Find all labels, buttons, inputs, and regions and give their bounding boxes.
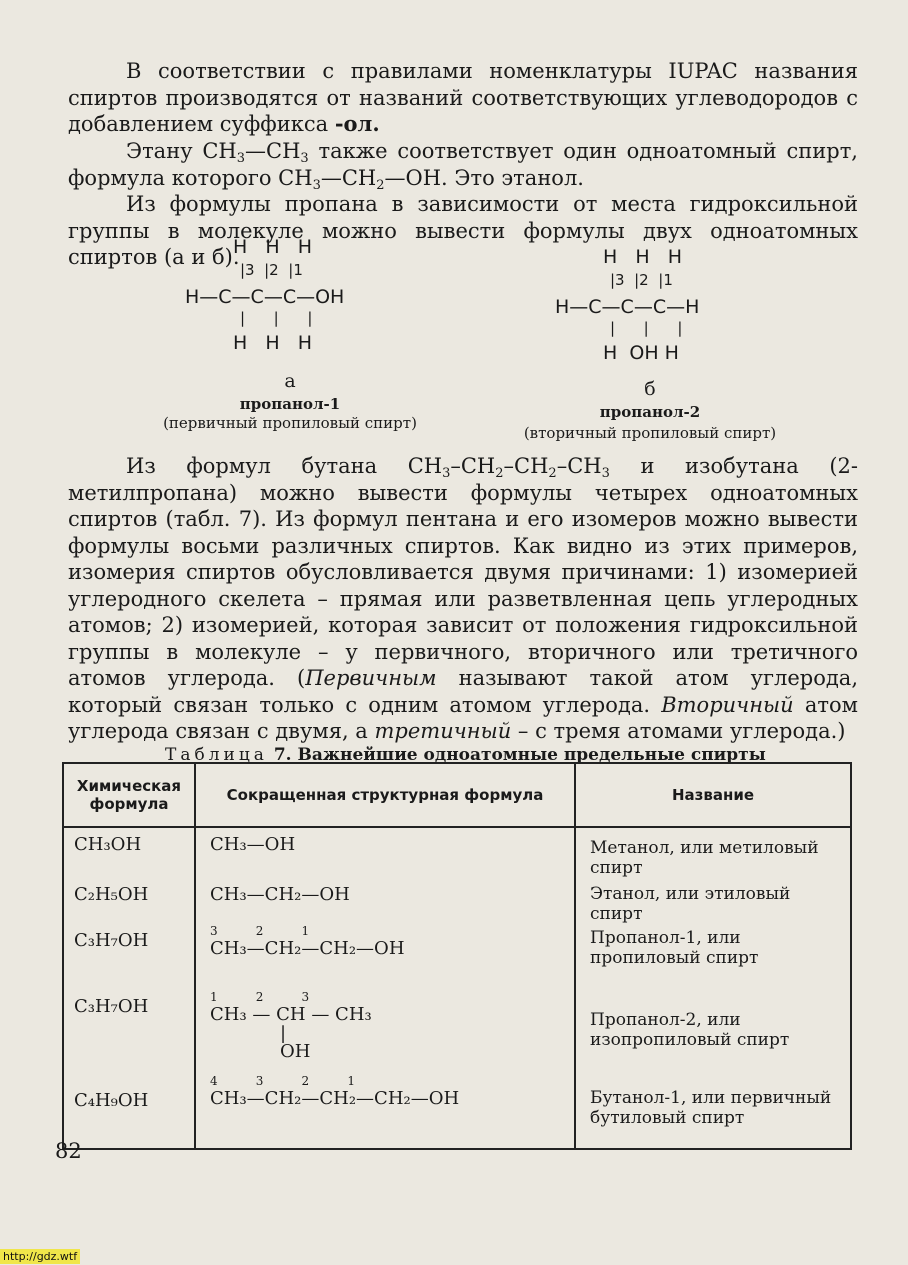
paragraph-ethane: Этану $CH_3—CH_3$ также соответствует один одноатомный спирт, формула которого $CH_3—CH_2—OH$. Это этанол. — [68, 139, 858, 193]
table-row: C₃H₇OH 3 2 1 CH₃—CH₂—CH₂—OH Пропанол-1, или пропиловый спирт — [63, 924, 851, 990]
table-row: CH₃OH CH₃—OH Метанол, или метиловый спирт — [63, 827, 851, 878]
paragraph-butane: Из формул бутана $CH_3-CH_2-CH_2-CH_3$ и изобутана (2-метилпропана) можно вывести формулы четырех одноатомных спиртов (табл. 7). Из формул пентана и его изомеров можно вывести формулы восьми различных спиртов. Как видно из этих примеров, изомерия спиртов обусловливается двумя причинами: 1) изомерией углеродного скелета – прямая или разветвленная цепь углеродных атомов; 2) изомерией, которая зависит от положения гидроксильной группы в молекуле – у первичного, вторичного или третичного атомов углерода. (Первичным называют такой атом углерода, который связан только с одним атомом углерода. Вторичный атом углерода связан с двумя, а третичный – с тремя атомами углерода.) — [68, 454, 858, 743]
table-header-row — [63, 763, 851, 827]
table-row: C₃H₇OH 1 2 3 CH₃ — CH — CH₃ | OH Пропанол-2, или изопропиловый спирт — [63, 990, 851, 1074]
para1-text: В соответствии с правилами номенклатуры IUPAC названия спиртов производятся от названий соответствующих углеводородов с добавлением суффикса — [68, 59, 858, 136]
header-structural: Сокращенная структурная формула — [195, 763, 575, 827]
watermark: http://gdz.wtf — [0, 1249, 80, 1264]
desc-propanol-1: (первичный пропиловый спирт) — [163, 414, 417, 432]
structure-propanol-2: H H H |3 |2 |1 H—C—C—C—H | | | H OH H — [555, 246, 700, 364]
desc-propanol-2: (вторичный пропиловый спирт) — [523, 424, 777, 442]
label-b: б — [644, 378, 656, 400]
table-caption: Таблица 7. Важнейшие одноатомные предельные спирты — [165, 745, 766, 765]
table-row: C₂H₅OH CH₃—CH₂—OH Этанол, или этиловый спирт — [63, 878, 851, 924]
header-name: Название — [575, 763, 851, 827]
structure-propanol-1: H H H |3 |2 |1 H—C—C—C—OH | | | H H H — [185, 236, 345, 354]
header-formula: Химическая формула — [63, 763, 195, 827]
alcohols-table — [62, 762, 852, 1150]
suffix-ol: -ол. — [334, 111, 380, 136]
paragraph-iupac — [68, 58, 858, 138]
name-propanol-1: пропанол-1 — [239, 395, 341, 413]
paragraph-propane: Из формулы пропана в зависимости от места гидроксильной группы в молекуле можно вывести формулы двух одноатомных спиртов (а и б). — [68, 192, 858, 269]
table-row: C₄H₉OH 4 3 2 1 CH₃—CH₂—CH₂—CH₂—OH Бутанол-1, или первичный бутиловый спирт — [63, 1074, 851, 1149]
name-propanol-2: пропанол-2 — [599, 403, 701, 421]
label-a: а — [284, 370, 296, 392]
page-number: 82 — [55, 1139, 82, 1163]
